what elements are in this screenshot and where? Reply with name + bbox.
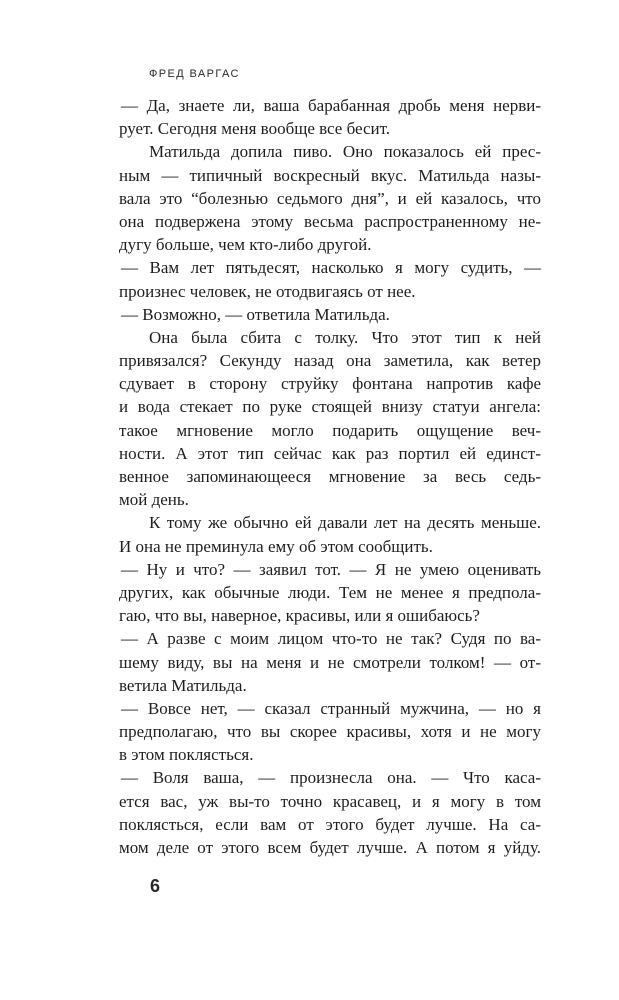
text-line: мой день. (119, 490, 189, 510)
text-line: рует. Сегодня меня вообще все бесит. (119, 119, 391, 139)
text-line: произнес человек, не отодвигаясь от нее. (119, 281, 416, 301)
text-line: сдувает в сторону струйку фонтана напротив кафе (119, 374, 541, 394)
text-line: поклясться, если вам от этого будет лучше. На са- (119, 814, 541, 834)
text-line: вала это “болезнью седьмого дня”, и ей казалось, что (119, 188, 541, 208)
text-line: Матильда допила пиво. Оно показалось ей прес- (149, 142, 541, 162)
text-line: — Воля ваша, — произнесла она. — Что каса- (121, 768, 541, 788)
text-line: — Ну и что? — заявил тот. — Я не умею оценивать (121, 559, 541, 579)
text-line: Она была сбита с толку. Что этот тип к ней (149, 327, 541, 347)
text-line: — А разве с моим лицом что-то не так? Судя по ва- (121, 629, 541, 649)
text-line: и вода стекает по руке стоящей внизу статуи ангела: (119, 397, 541, 417)
text-line: предполагаю, что вы скорее красивы, хотя и не могу (119, 722, 541, 742)
text-line: такое мгновение могло подарить ощущение веч- (119, 420, 541, 440)
text-line: ветила Матильда. (119, 675, 247, 695)
text-line: И она не преминула ему об этом сообщить. (119, 536, 433, 556)
running-head: ФРЕД ВАРГАС (149, 68, 240, 80)
text-line: венное запоминающееся мгновение за весь седь- (119, 467, 541, 486)
text-line: дугу больше, чем кто-либо другой. (119, 235, 372, 255)
text-line: мом деле от этого всем будет лучше. А потом я уйду. (119, 838, 541, 857)
text-line: привязался? Секунду назад она заметила, как ветер (119, 351, 541, 371)
text-line: ется вас, уж вы-то точно красавец, и я могу в том (119, 791, 541, 811)
text-line: шему виду, вы на меня и не смотрели толком! — от- (119, 652, 541, 672)
text-line: других, как обычные люди. Тем не менее я предпола- (119, 582, 541, 602)
text-line: — Вам лет пятьдесят, насколько я могу судить, — (121, 258, 541, 278)
text-line: она подвержена этому весьма распространенному не- (119, 211, 541, 231)
text-line: К тому же обычно ей давали лет на десять меньше. (149, 513, 541, 533)
text-line: — Возможно, — ответила Матильда. (121, 304, 390, 324)
page-number: 6 (150, 876, 161, 896)
text-line: — Да, знаете ли, ваша барабанная дробь меня нерви- (121, 96, 541, 115)
text-line: ным — типичный воскресный вкус. Матильда назы- (119, 165, 541, 185)
body-text (119, 94, 541, 859)
text-line: ности. А этот тип сейчас как раз портил ей единст- (119, 443, 541, 463)
text-line: в этом поклясться. (119, 745, 254, 765)
text-line: — Вовсе нет, — сказал странный мужчина, — но я (121, 698, 541, 718)
text-line: гаю, что вы, наверное, красивы, или я ошибаюсь? (119, 606, 480, 626)
